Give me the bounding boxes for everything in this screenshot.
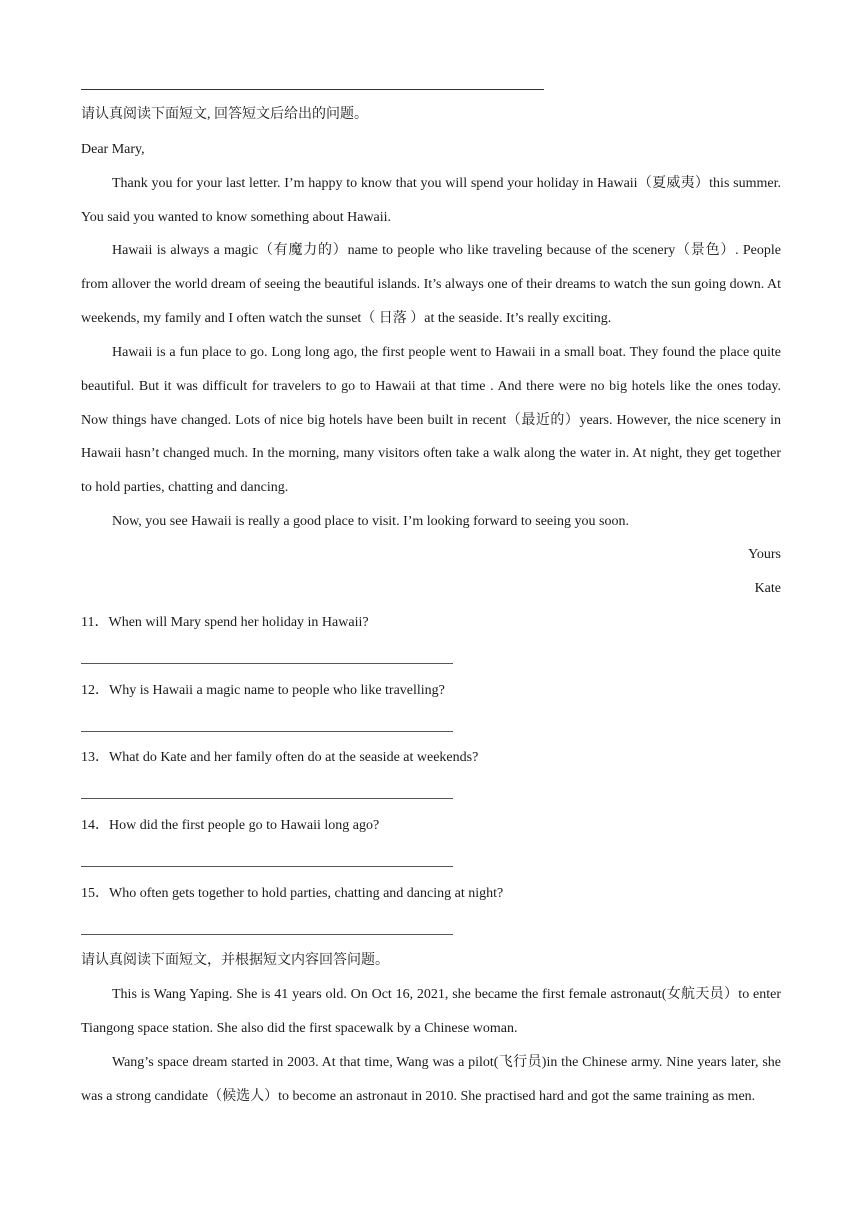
letter-greeting: Dear Mary,: [81, 142, 145, 157]
letter-closing: Yours: [748, 547, 781, 562]
question-14: 14．How did the first people go to Hawaii long ago?: [81, 818, 380, 833]
letter-signature: Kate: [754, 581, 781, 596]
passage-paragraph-1: This is Wang Yaping. She is 41 years old. On Oct 16, 2021, she became the first female astronaut(女航天员）to enter Tiangong space station. She also did the first spacewalk by a Chinese woman.: [81, 987, 781, 1036]
answer-line-14[interactable]: [81, 866, 453, 867]
section1-instruction: 请认真阅读下面短文, 回答短文后给出的问题。: [81, 107, 368, 122]
letter-paragraph-3: Hawaii is a fun place to go. Long long ago, the first people went to Hawaii in a small boat. They found the place quite beautiful. But it was difficult for travelers to go to Hawaii at that time . And there were no big hotels like the ones today. Now things have changed. Lots of nice big hotels have been built in recent（最近的）years. However, the nice scenery in Hawaii hasn’t changed much. In the morning, many visitors often take a walk along the water in. At night, they get together to hold parties, chatting and dancing.: [81, 345, 781, 496]
answer-line-13[interactable]: [81, 798, 453, 799]
answer-line-11[interactable]: [81, 663, 453, 664]
question-12: 12．Why is Hawaii a magic name to people who like travelling?: [81, 683, 445, 698]
answer-line-15[interactable]: [81, 934, 453, 935]
passage-paragraph-2: Wang’s space dream started in 2003. At that time, Wang was a pilot(飞行员)in the Chinese army. Nine years later, she was a strong candidate（候选人）to become an astronaut in 2010. She practised hard and got the same training as men.: [81, 1055, 781, 1104]
question-15: 15．Who often gets together to hold parties, chatting and dancing at night?: [81, 886, 504, 901]
letter-paragraph-4: Now, you see Hawaii is really a good place to visit. I’m looking forward to seeing you soon.: [112, 514, 629, 529]
section2-instruction: 请认真阅读下面短文，并根据短文内容回答问题。: [81, 953, 389, 968]
letter-paragraph-1: Thank you for your last letter. I’m happy to know that you will spend your holiday in Hawaii（夏威夷）this summer. You said you wanted to know something about Hawaii.: [81, 176, 781, 225]
answer-line-12[interactable]: [81, 731, 453, 732]
question-11: 11．When will Mary spend her holiday in Hawaii?: [81, 615, 369, 630]
top-rule: [81, 89, 544, 90]
question-13: 13．What do Kate and her family often do at the seaside at weekends?: [81, 750, 479, 765]
letter-paragraph-2: Hawaii is always a magic（有魔力的）name to people who like traveling because of the scenery（景色）. People from allover the world dream of seeing the beautiful islands. It’s always one of their dreams to watch the sun going down. At weekends, my family and I often watch the sunset（ 日落 ）at the seaside. It’s really exciting.: [81, 243, 781, 326]
